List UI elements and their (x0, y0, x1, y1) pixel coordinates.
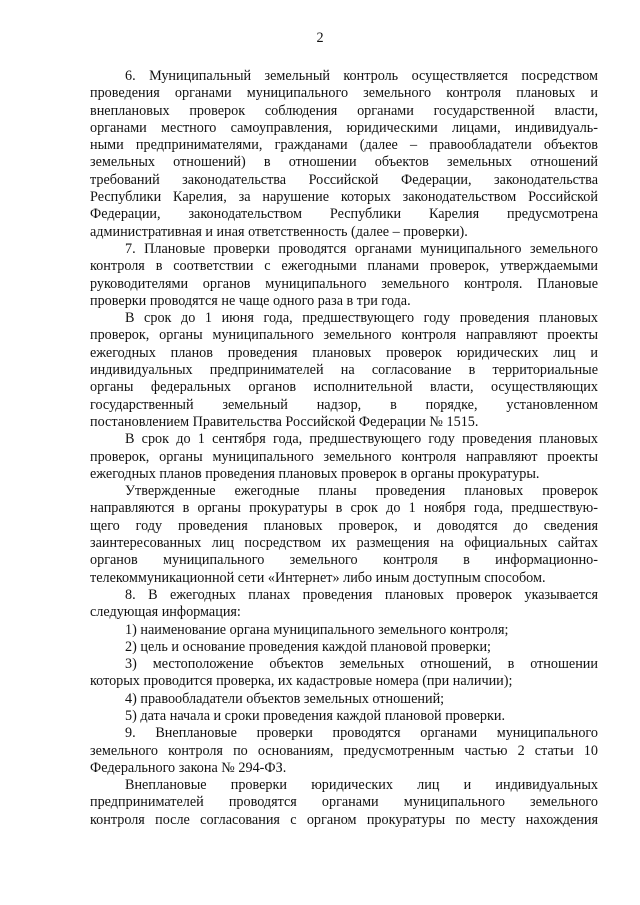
text-line: 8. В ежегодных планах проведения плановых проверок указывается (125, 586, 598, 603)
document-body (90, 68, 598, 829)
text-line: 7. Плановые проверки проводятся органами муниципального земельного (125, 240, 598, 257)
text-line: административная и иная ответственность (далее – проверки). (90, 223, 468, 240)
text-line: проверок, органы муниципального земельного контроля направляют проекты (90, 448, 598, 465)
text-line: 6. Муниципальный земельный контроль осуществляется посредством (125, 68, 598, 84)
text-line: 9. Внеплановые проверки проводятся органами муниципального (125, 725, 598, 742)
text-line: 4) правообладатели объектов земельных отношений; (125, 690, 445, 707)
text-line: контроля после согласования с органом прокуратуры по месту нахождения (90, 811, 598, 828)
text-line: земельных отношений) в отношении объектов земельных отношений (90, 154, 598, 171)
text-line: Федерации, законодательством Республики Карелия предусмотрена (90, 206, 598, 223)
text-line: 3) местоположение объектов земельных отношений, в отношении (125, 656, 598, 673)
text-line: щего году проведения плановых проверок, и доводятся до сведения (90, 517, 598, 534)
text-line: внеплановых проверок соблюдения органами государственной власти, (90, 102, 598, 119)
text-line: заинтересованных лиц посредством их размещения на официальных сайтах (90, 535, 598, 552)
text-line: органы федеральных органов исполнительной власти, осуществляющих (90, 379, 598, 396)
text-line: которых проводится проверка, их кадастровые номера (при наличии); (90, 673, 513, 690)
text-line: требований законодательства Российской Федерации, законодательства (90, 171, 598, 188)
text-line: направляются в органы прокуратуры в срок до 1 ноября года, предшествую- (90, 500, 598, 517)
text-line: государственный земельный надзор, в порядке, установленном (90, 396, 598, 413)
text-line: проверки проводятся не чаще одного раза в три года. (90, 292, 411, 309)
text-line: телекоммуникационной сети «Интернет» либо иным доступным способом. (90, 569, 546, 586)
text-line: ными предпринимателями, гражданами (далее – правообладатели объектов (90, 137, 598, 154)
text-line: органами местного самоуправления, юридическими лицами, индивидуаль- (90, 119, 598, 136)
text-line: 5) дата начала и сроки проведения каждой плановой проверки. (125, 707, 506, 724)
text-line: Федерального закона № 294-ФЗ. (90, 759, 287, 776)
text-line: ежегодных планов проведения плановых проверок в органы прокуратуры. (90, 465, 540, 482)
text-line: земельного контроля по основаниям, предусмотренным частью 2 статьи 10 (90, 742, 598, 759)
text-line: Утвержденные ежегодные планы проведения плановых проверок (125, 483, 598, 500)
text-line: 1) наименование органа муниципального земельного контроля; (125, 621, 509, 638)
text-line: В срок до 1 сентября года, предшествующего году проведения плановых (125, 431, 598, 448)
text-line: индивидуальных предпринимателей на согласование в территориальные (90, 362, 598, 379)
page-number: 2 (316, 30, 324, 46)
text-line: органов муниципального земельного контроля в информационно- (90, 552, 598, 569)
text-line: проведения органами муниципального земельного контроля плановых и (90, 85, 598, 102)
text-line: Республики Карелия, за нарушение которых законодательством Российской (90, 189, 598, 206)
text-line: постановлением Правительства Российской Федерации № 1515. (90, 413, 479, 430)
text-line: следующая информация: (90, 604, 241, 621)
text-line: контроля в соответствии с ежегодными планами проверок, утверждаемыми (90, 258, 598, 275)
text-line: проверок, органы муниципального земельного контроля направляют проекты (90, 327, 598, 344)
text-line: Внеплановые проверки юридических лиц и индивидуальных (125, 777, 598, 794)
text-line: В срок до 1 июня года, предшествующего году проведения плановых (125, 310, 598, 327)
text-line: предпринимателей проводятся органами муниципального земельного (90, 794, 598, 811)
text-line: руководителями органов муниципального земельного контроля. Плановые (90, 275, 598, 292)
text-line: 2) цель и основание проведения каждой плановой проверки; (125, 638, 491, 655)
text-line: ежегодных планов проведения плановых проверок юридических лиц и (90, 344, 598, 361)
